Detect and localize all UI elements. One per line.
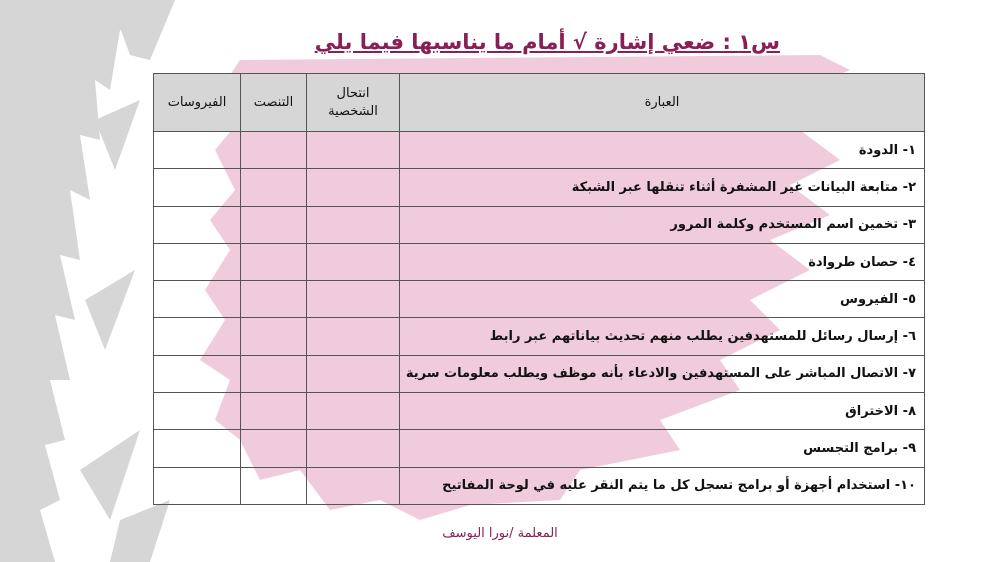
impersonation-check-cell[interactable]: [307, 467, 400, 504]
impersonation-check-cell[interactable]: [307, 393, 400, 430]
statement-cell: ٨- الاختراق: [400, 393, 925, 430]
eavesdropping-check-cell[interactable]: [241, 169, 307, 206]
viruses-check-cell[interactable]: [154, 206, 241, 243]
header-viruses: الفيروسات: [154, 74, 241, 132]
impersonation-check-cell[interactable]: [307, 132, 400, 169]
table-row: [154, 169, 925, 206]
statement-cell: ٢- متابعة البيانات غير المشفرة أثناء تنقلها عبر الشبكة: [400, 169, 925, 206]
worksheet-title: [300, 30, 780, 54]
answer-table: [153, 73, 925, 505]
viruses-check-cell[interactable]: [154, 132, 241, 169]
table-row: [154, 393, 925, 430]
statement-cell: ٤- حصان طروادة: [400, 243, 925, 280]
question-text: س١ : ضعي إشارة √ أمام ما يناسبها فيما يلي: [314, 30, 780, 54]
table-row: [154, 355, 925, 392]
statement-cell: ١٠- استخدام أجهزة أو برامج تسجل كل ما يتم النقر عليه في لوحة المفاتيح: [400, 467, 925, 504]
table-row: [154, 132, 925, 169]
viruses-check-cell[interactable]: [154, 169, 241, 206]
gray-brush-strokes: [0, 0, 175, 562]
table-row: [154, 243, 925, 280]
statement-cell: ٧- الاتصال المباشر على المستهدفين والادعاء بأنه موظف ويطلب معلومات سرية: [400, 355, 925, 392]
viruses-check-cell[interactable]: [154, 281, 241, 318]
viruses-check-cell[interactable]: [154, 355, 241, 392]
eavesdropping-check-cell[interactable]: [241, 243, 307, 280]
table-row: [154, 467, 925, 504]
eavesdropping-check-cell[interactable]: [241, 206, 307, 243]
impersonation-check-cell[interactable]: [307, 281, 400, 318]
eavesdropping-check-cell[interactable]: [241, 467, 307, 504]
table-header-row: [154, 74, 925, 132]
statement-cell: ١- الدودة: [400, 132, 925, 169]
statement-cell: ٣- تخمين اسم المستخدم وكلمة المرور: [400, 206, 925, 243]
impersonation-check-cell[interactable]: [307, 430, 400, 467]
eavesdropping-check-cell[interactable]: [241, 318, 307, 355]
viruses-check-cell[interactable]: [154, 318, 241, 355]
table-row: [154, 430, 925, 467]
viruses-check-cell[interactable]: [154, 430, 241, 467]
table-row: [154, 318, 925, 355]
impersonation-check-cell[interactable]: [307, 206, 400, 243]
impersonation-check-cell[interactable]: [307, 169, 400, 206]
eavesdropping-check-cell[interactable]: [241, 430, 307, 467]
statement-cell: ٥- الفيروس: [400, 281, 925, 318]
table-row: [154, 281, 925, 318]
header-impersonation: انتحال الشخصية: [307, 74, 400, 132]
eavesdropping-check-cell[interactable]: [241, 281, 307, 318]
eavesdropping-check-cell[interactable]: [241, 393, 307, 430]
eavesdropping-check-cell[interactable]: [241, 132, 307, 169]
eavesdropping-check-cell[interactable]: [241, 355, 307, 392]
statement-cell: ٩- برامج التجسس: [400, 430, 925, 467]
statement-cell: ٦- إرسال رسائل للمستهدفين يطلب منهم تحديث بياناتهم عبر رابط: [400, 318, 925, 355]
impersonation-check-cell[interactable]: [307, 243, 400, 280]
impersonation-check-cell[interactable]: [307, 318, 400, 355]
header-eavesdropping: التنصت: [241, 74, 307, 132]
viruses-check-cell[interactable]: [154, 393, 241, 430]
teacher-signature: المعلمة /نورا اليوسف: [442, 526, 558, 541]
table-row: [154, 206, 925, 243]
impersonation-check-cell[interactable]: [307, 355, 400, 392]
viruses-check-cell[interactable]: [154, 243, 241, 280]
header-statement: العبارة: [400, 74, 925, 132]
viruses-check-cell[interactable]: [154, 467, 241, 504]
